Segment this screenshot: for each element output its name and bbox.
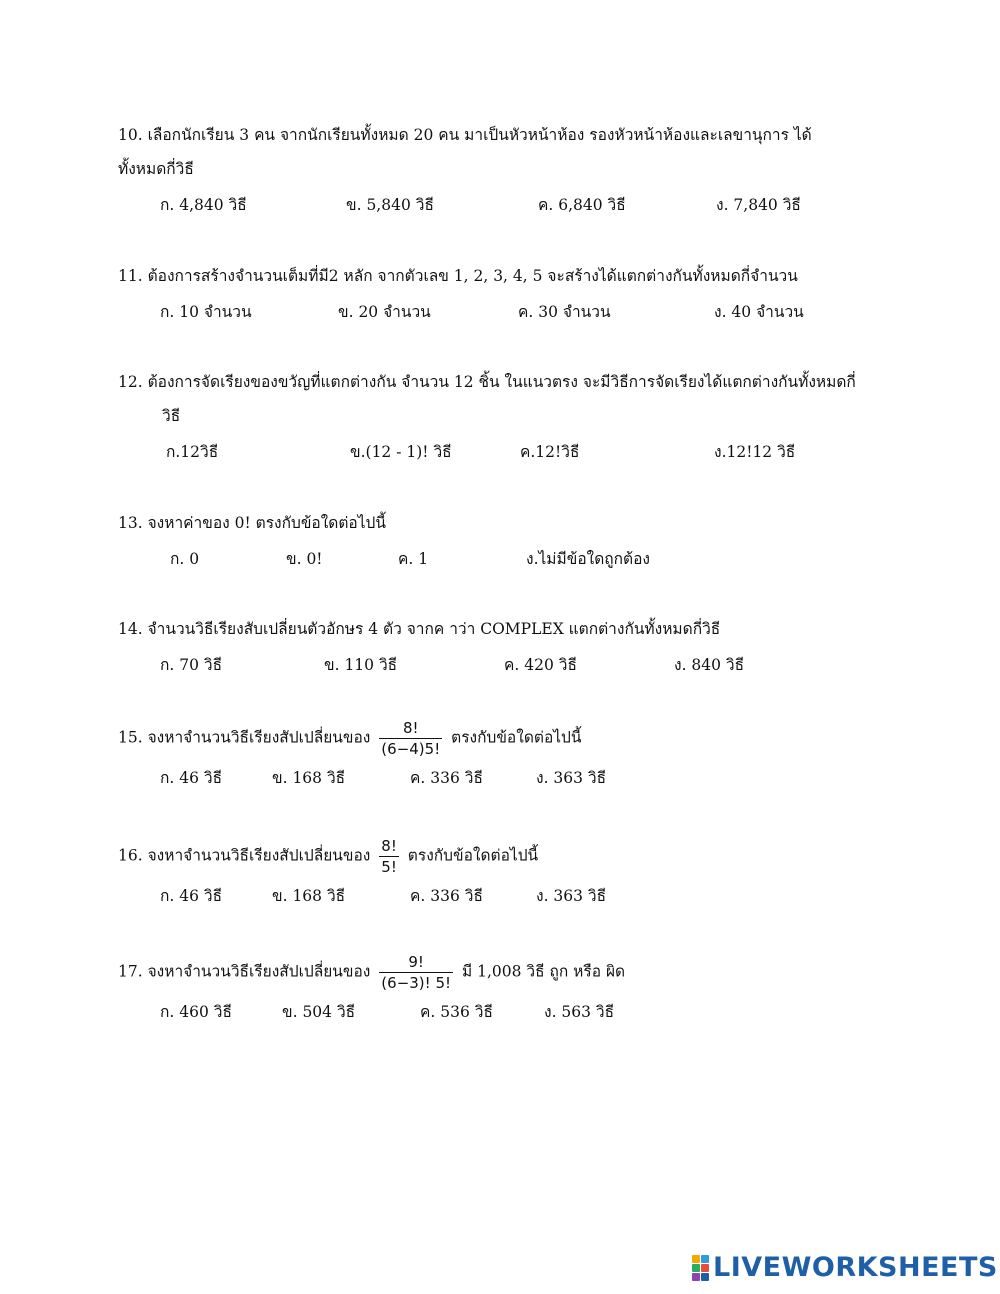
- fraction-denominator: 5!: [381, 858, 397, 876]
- answer-options: [118, 542, 898, 576]
- answer-options: [118, 761, 898, 795]
- question-stem-continued: ทั้งหมดกี่วิธี: [118, 160, 194, 178]
- question-stem: [118, 836, 898, 877]
- option-b[interactable]: ข. 168 วิธี: [272, 887, 346, 905]
- option-d[interactable]: ง. 563 วิธี: [544, 1003, 615, 1021]
- logo-text: LIVEWORKSHEETS: [713, 1252, 998, 1283]
- option-b[interactable]: ข. 168 วิธี: [272, 769, 346, 787]
- question-stem: 13. จงหาค่าของ 0! ตรงกับข้อใดต่อไปนี้: [118, 514, 386, 532]
- option-c[interactable]: ค. 30 จำนวน: [518, 303, 611, 321]
- option-d[interactable]: ง. 363 วิธี: [536, 887, 607, 905]
- answer-options: [118, 188, 898, 222]
- stem-text: 16. จงหาจำนวนวิธีเรียงสัปเปลี่ยนของ: [118, 846, 371, 865]
- fraction-denominator: (6−4)5!: [381, 740, 441, 758]
- answer-options: [118, 435, 898, 469]
- option-a[interactable]: ก. 0: [170, 550, 200, 568]
- option-b[interactable]: ข. 5,840 วิธี: [346, 196, 434, 214]
- option-d[interactable]: ง. 40 จำนวน: [714, 303, 804, 321]
- option-b[interactable]: ข. 20 จำนวน: [338, 303, 431, 321]
- answer-options: [118, 995, 898, 1029]
- question-stem: 10. เลือกนักเรียน 3 คน จากนักเรียนทั้งหมด 20 คน มาเป็นหัวหน้าห้อง รองหัวหน้าห้องและเลขานุการ ได้: [118, 126, 812, 144]
- question-stem: 11. ต้องการสร้างจำนวนเต็มที่มี2 หลัก จากตัวเลข 1, 2, 3, 4, 5 จะสร้างได้แตกต่างกันทั้งหมดกี่จำนวน: [118, 267, 798, 285]
- answer-options: [118, 879, 898, 913]
- question-14: [118, 612, 898, 682]
- question-12: [118, 365, 898, 469]
- answer-options: [118, 648, 898, 682]
- option-c[interactable]: ค. 336 วิธี: [410, 887, 483, 905]
- stem-text: 17. จงหาจำนวนวิธีเรียงสัปเปลี่ยนของ: [118, 962, 371, 981]
- fraction-numerator: 8!: [402, 719, 419, 737]
- option-d[interactable]: ง. 840 วิธี: [674, 656, 745, 674]
- option-d[interactable]: ง.12!12 วิธี: [714, 443, 796, 461]
- stem-text-after: ตรงกับข้อใดต่อไปนี้: [407, 846, 539, 865]
- option-b[interactable]: ข. 0!: [286, 550, 323, 568]
- option-b[interactable]: ข. 504 วิธี: [282, 1003, 356, 1021]
- fraction-denominator: (6−3)! 5!: [381, 974, 451, 992]
- question-stem: [118, 952, 898, 993]
- question-13: [118, 506, 898, 576]
- option-a[interactable]: ก. 46 วิธี: [160, 887, 223, 905]
- fraction-numerator: 9!: [408, 953, 424, 971]
- question-11: [118, 259, 898, 329]
- option-c[interactable]: ค.12!วิธี: [520, 443, 580, 461]
- answer-options: [118, 295, 898, 329]
- option-a[interactable]: ก.12วิธี: [166, 443, 219, 461]
- question-stem: [118, 718, 898, 759]
- question-stem: 12. ต้องการจัดเรียงของขวัญที่แตกต่างกัน จำนวน 12 ชิ้น ในแนวตรง จะมีวิธีการจัดเรียงได้แตกต่างกันทั้งหมดกี่: [118, 373, 856, 391]
- question-16: [118, 836, 898, 913]
- option-b[interactable]: ข.(12 - 1)! วิธี: [350, 443, 452, 461]
- option-c[interactable]: ค. 536 วิธี: [420, 1003, 493, 1021]
- option-c[interactable]: ค. 1: [398, 550, 429, 568]
- option-a[interactable]: ก. 4,840 วิธี: [160, 196, 247, 214]
- option-c[interactable]: ค. 336 วิธี: [410, 769, 483, 787]
- question-10: [118, 118, 898, 222]
- liveworksheets-logo[interactable]: [692, 1252, 998, 1283]
- question-stem-continued: วิธี: [162, 407, 181, 425]
- option-d[interactable]: ง.ไม่มีข้อใดถูกต้อง: [526, 550, 650, 568]
- fraction-numerator: 8!: [381, 837, 397, 855]
- question-15: [118, 718, 898, 795]
- option-c[interactable]: ค. 420 วิธี: [504, 656, 577, 674]
- stem-text-after: มี 1,008 วิธี ถูก หรือ ผิด: [461, 962, 626, 981]
- option-c[interactable]: ค. 6,840 วิธี: [538, 196, 626, 214]
- question-stem: 14. จำนวนวิธีเรียงสับเปลี่ยนตัวอักษร 4 ตัว จากค าว่า COMPLEX แตกต่างกันทั้งหมดกี่วิธี: [118, 620, 721, 638]
- stem-text: 15. จงหาจำนวนวิธีเรียงสัปเปลี่ยนของ: [118, 728, 371, 747]
- logo-mark-icon: [692, 1255, 709, 1281]
- fraction: [379, 718, 442, 759]
- option-a[interactable]: ก. 70 วิธี: [160, 656, 223, 674]
- fraction: [379, 952, 453, 993]
- option-a[interactable]: ก. 46 วิธี: [160, 769, 223, 787]
- fraction: [379, 836, 399, 877]
- option-d[interactable]: ง. 7,840 วิธี: [716, 196, 801, 214]
- option-a[interactable]: ก. 10 จำนวน: [160, 303, 252, 321]
- option-b[interactable]: ข. 110 วิธี: [324, 656, 398, 674]
- stem-text-after: ตรงกับข้อใดต่อไปนี้: [451, 728, 582, 747]
- option-d[interactable]: ง. 363 วิธี: [536, 769, 607, 787]
- option-a[interactable]: ก. 460 วิธี: [160, 1003, 232, 1021]
- question-17: [118, 952, 898, 1029]
